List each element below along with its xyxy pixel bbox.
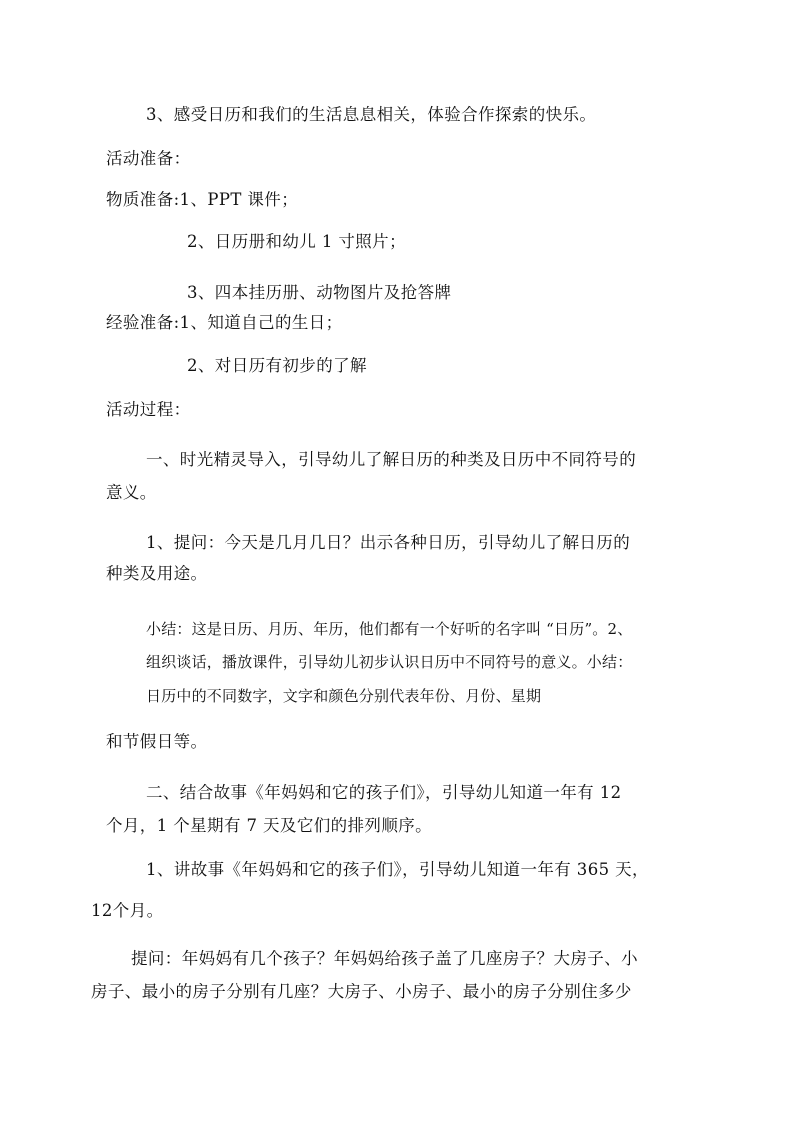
material-prep-line-1: 物质准备:1、PPT 课件； <box>106 190 299 209</box>
summary-line-b: 组织谈话，播放课件，引导幼儿初步认识日历中不同符号的意义。小结： <box>146 653 633 671</box>
summary-line-a: 小结：这是日历、月历、年历，他们都有一个好听的名字叫 “日历”。2、 <box>146 620 633 638</box>
part2-line-a: 二、结合故事《年妈妈和它的孩子们》，引导幼儿知道一年有 12 <box>146 783 622 802</box>
question1-line-a: 1、提问：今天是几月几日？出示各种日历，引导幼儿了解日历的 <box>146 533 631 552</box>
process-heading: 活动过程： <box>106 400 191 419</box>
goal-3-line: 3、感受日历和我们的生活息息相关，体验合作探索的快乐。 <box>146 105 597 124</box>
ask-line-a: 提问：年妈妈有几个孩子？年妈妈给孩子盖了几座房子？大房子、小 <box>131 949 638 968</box>
story-line-a: 1、讲故事《年妈妈和它的孩子们》，引导幼儿知道一年有 365 天， <box>146 860 649 879</box>
part1-line-a: 一、时光精灵导入，引导幼儿了解日历的种类及日历中不同符号的 <box>146 450 637 469</box>
summary-line-d: 和节假日等。 <box>106 732 208 751</box>
part1-line-b: 意义。 <box>106 483 157 502</box>
story-line-b: 12个月。 <box>91 901 164 920</box>
part2-line-b: 个月，1 个星期有 7 天及它们的排列顺序。 <box>106 816 433 835</box>
material-prep-line-3: 3、四本挂历册、动物图片及抢答牌 <box>187 283 452 302</box>
experience-prep-line-1: 经验准备:1、知道自己的生日； <box>106 313 343 332</box>
ask-line-b: 房子、最小的房子分别有几座？大房子、小房子、最小的房子分别住多少 <box>91 982 632 1001</box>
material-prep-line-2: 2、日历册和幼儿 1 寸照片； <box>187 232 406 251</box>
question1-line-b: 种类及用途。 <box>106 564 208 583</box>
prep-heading: 活动准备： <box>106 149 191 168</box>
experience-prep-line-2: 2、对日历有初步的了解 <box>187 356 367 375</box>
summary-line-c: 日历中的不同数字，文字和颜色分别代表年份、月份、星期 <box>146 687 542 705</box>
